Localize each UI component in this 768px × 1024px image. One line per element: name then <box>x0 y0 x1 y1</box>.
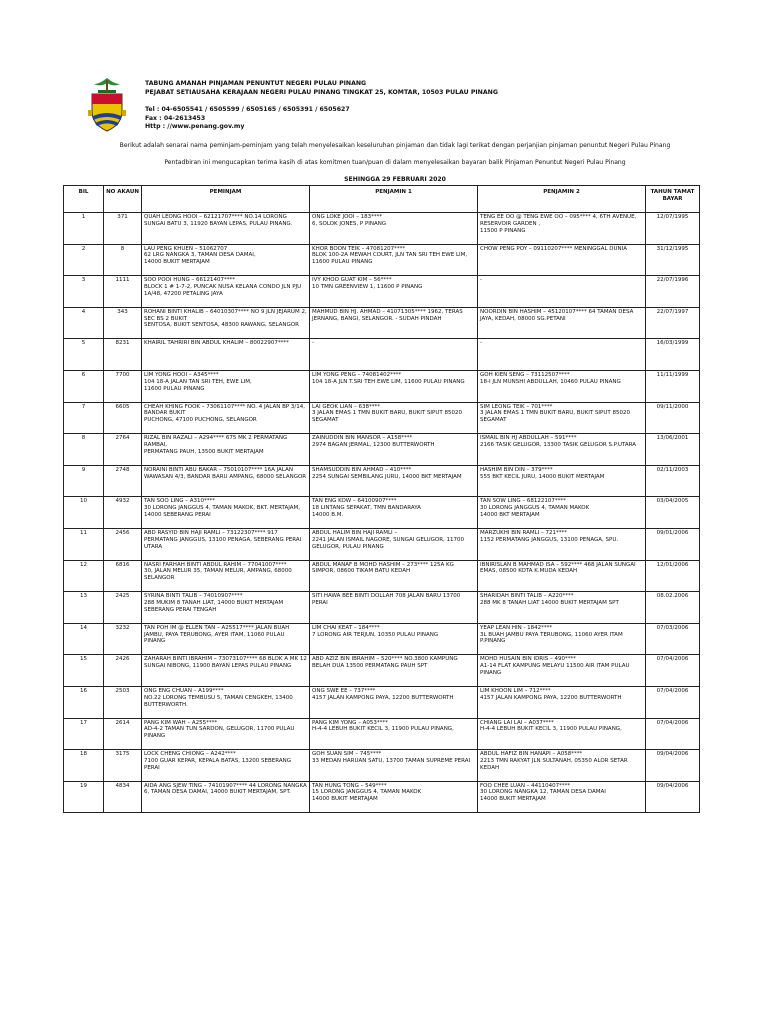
cell-penjamin-2 <box>478 560 646 592</box>
organisation-name: TABUNG AMANAH PINJAMAN PENUNTUT NEGERI PULAU PINANG <box>145 80 367 87</box>
cell-peminjam-text: RIZAL BIN RAZALI – A294**** 675 MK 2 PERMATANG RAMBAI, PERMATANG PAUH, 13500 BUKIT MERTAJAM <box>144 435 288 455</box>
cell-bil-text: 12 <box>80 561 87 568</box>
cell-penjamin-2-text: SHARIDAH BINTI TALIB – A220**** 288 MK 8 TANAH LIAT 14000 BUKIT MERTAJAM SPT <box>480 593 619 606</box>
cell-penjamin-1-text: SITI HAWA BEE BINTI DOLLAH 708 JALAN BARU 13700 PERAI <box>312 593 461 606</box>
cell-no-akaun-text: 2426 <box>115 656 130 663</box>
cell-peminjam <box>142 560 310 592</box>
cell-no-akaun-text: 343 <box>117 308 128 315</box>
fax: Fax : 04-2613453 <box>145 114 206 122</box>
cell-peminjam <box>142 592 310 624</box>
letterhead <box>145 80 705 132</box>
cell-penjamin-1-text: LIM CHAI KEAT – 184**** 7 LORONG AIR TERJUN, 10350 PULAU PINANG <box>312 624 439 638</box>
cell-no-akaun <box>104 750 142 782</box>
cell-penjamin-2 <box>478 655 646 687</box>
cell-no-akaun <box>104 213 142 245</box>
cell-penjamin-2-text: SIM LEONG TEIK – 701**** 3 JALAN EMAS 1 TMN BUKIT BARU, BUKIT SIPUT 85020 SEGAMAT <box>480 403 630 424</box>
cell-tahun-tamat-bayar-text: 22/07/1996 <box>656 277 689 284</box>
cell-no-akaun-text: 7700 <box>115 371 130 378</box>
cell-penjamin-2-text: FOO CHEE LUAN – 44110407**** 30 LORONG NANGKA 12, TAMAN DESA DAMAI 14000 BUKIT MERTAJAM <box>480 782 606 803</box>
cell-peminjam <box>142 686 310 718</box>
cell-tahun-tamat-bayar <box>646 370 700 402</box>
cell-penjamin-1-text: ABD AZIZ BIN IBRAHIM – 520**** NO.3800 KAMPUNG BELAH DUA 13500 PERMATANG PAUH SPT <box>312 656 458 670</box>
cell-peminjam <box>142 307 310 339</box>
cell-tahun-tamat-bayar <box>646 623 700 655</box>
cell-penjamin-1 <box>310 592 478 624</box>
cell-penjamin-2 <box>478 213 646 245</box>
cell-bil-text: 15 <box>80 656 87 663</box>
cell-penjamin-2-text: NOORDIN BIN HASHIM – 45120107**** 64 TAMAN DESA JAYA, KEDAH, 08000 SG.PETANI <box>480 308 634 322</box>
table-header-row <box>64 186 700 213</box>
cell-penjamin-1 <box>310 497 478 529</box>
cell-bil-text: 1 <box>81 214 86 220</box>
cell-bil-text: 8 <box>81 435 86 442</box>
cell-tahun-tamat-bayar <box>646 276 700 308</box>
cell-no-akaun <box>104 718 142 750</box>
cell-tahun-tamat-bayar-text: 07/04/2006 <box>656 719 689 726</box>
cell-penjamin-2-text: MARZUKHI BIN RAMLI – 721**** 1152 PERMATANG JANGGUS, 13100 PENAGA, SPU. <box>480 529 619 543</box>
cell-tahun-tamat-bayar-text: 09/04/2006 <box>656 751 689 758</box>
cell-tahun-tamat-bayar <box>646 339 700 371</box>
cell-peminjam <box>142 244 310 276</box>
cell-bil <box>64 623 104 655</box>
cell-bil-text: 9 <box>81 466 86 473</box>
cell-peminjam <box>142 465 310 497</box>
cell-bil-text: 5 <box>81 340 86 347</box>
cell-penjamin-1-text: IVY KHOO GUAT KIM – 56**** 10 TMN GREENVIEW 1, 11600 P PINANG <box>312 277 423 290</box>
cell-penjamin-2 <box>478 686 646 718</box>
cell-no-akaun <box>104 623 142 655</box>
cell-penjamin-2 <box>478 402 646 434</box>
cell-penjamin-2 <box>478 339 646 371</box>
table-row <box>64 244 700 276</box>
cell-penjamin-2 <box>478 497 646 529</box>
cell-no-akaun <box>104 402 142 434</box>
cell-penjamin-2 <box>478 307 646 339</box>
cell-no-akaun-text: 3232 <box>115 624 130 631</box>
cell-tahun-tamat-bayar-text: 03/04/2005 <box>656 498 689 505</box>
cell-no-akaun-text: 8231 <box>115 340 130 347</box>
cell-penjamin-2-text: HASHIM BIN DIN – 379**** 555 BKT KECIL JURU, 14000 BUKIT MERTAJAM <box>480 466 605 480</box>
cell-bil <box>64 339 104 371</box>
cell-penjamin-1 <box>310 655 478 687</box>
cell-tahun-tamat-bayar <box>646 781 700 813</box>
cell-penjamin-2 <box>478 528 646 560</box>
cell-no-akaun <box>104 434 142 466</box>
cell-peminjam-text: LOCK CHENG CHIONG – A242**** 7100 GUAR KEPAR, KEPALA BATAS, 13200 SEBERANG PERAI <box>144 751 291 771</box>
cell-tahun-tamat-bayar-text: 31/12/1995 <box>656 245 689 252</box>
cell-no-akaun-text: 6605 <box>115 403 130 410</box>
cell-tahun-tamat-bayar-text: 07/03/2006 <box>656 624 689 631</box>
cell-penjamin-1-text: TAN ENG KOW – 64100907**** 18 LINTANG SEPAKAT, TMN BANDARAYA 14000 B.M. <box>312 498 421 518</box>
cell-bil <box>64 781 104 813</box>
cell-peminjam <box>142 655 310 687</box>
cell-peminjam-text: AIDA ANG SJEW TING – 74101907**** 44 LORONG NANGKA 6, TAMAN DESA DAMAI, 14000 BUKIT MERTAJAM, SPT. <box>144 782 307 796</box>
cell-peminjam-text: TAN SOO LING – A310**** 30 LORONG JANGGUS 4, TAMAN MAKOK, BKT. MERTAJAM, 14000 SEBERANG PERAI <box>144 498 300 518</box>
cell-tahun-tamat-bayar <box>646 497 700 529</box>
cell-bil <box>64 402 104 434</box>
cell-penjamin-1 <box>310 244 478 276</box>
cell-no-akaun <box>104 560 142 592</box>
cell-bil-text: 7 <box>81 403 86 410</box>
cell-no-akaun-text: 2456 <box>115 529 130 536</box>
cell-peminjam <box>142 213 310 245</box>
cell-peminjam <box>142 339 310 371</box>
cell-penjamin-1 <box>310 339 478 371</box>
cell-penjamin-2-text: ABDUL HAFIZ BIN HANAPI – A058**** 2213 TMN RAKYAT JLN SULTANAH, 05350 ALOR SETAR KEDAH <box>480 751 628 771</box>
cell-penjamin-2-text: MOHD HUSAIN BIN IDRIS – 490**** A1-14 FLAT KAMPUNG MELAYU 11500 AIR ITAM PULAU PINANG <box>480 656 630 676</box>
borrower-table <box>63 185 700 813</box>
cell-penjamin-1 <box>310 686 478 718</box>
cell-no-akaun-text: 4834 <box>115 782 130 789</box>
cell-peminjam-text: ABD RASYID BIN HAJI RAMLI – 73122307**** 917 PERMATANG JANGGUS, 13100 PENAGA, SEBERANG PERAI UTARA <box>144 529 302 550</box>
cell-bil <box>64 276 104 308</box>
cell-no-akaun-text: 2748 <box>115 466 130 473</box>
cell-peminjam-text: KHAIRIL TAHRIRI BIN ABDUL KHALIM – 80022907**** <box>144 340 289 347</box>
cell-peminjam-text: NASRI FARHAH BINTI ABDUL RAHIM – 77041007**** 30, JALAN MELUR 35, TAMAN MELUR, AMPANG, 68000 SELANGOR <box>144 561 292 582</box>
cell-tahun-tamat-bayar-text: 08.02.2006 <box>656 593 689 600</box>
col-header-no-akaun: NO AKAUN <box>104 186 142 213</box>
cell-bil <box>64 592 104 624</box>
cell-penjamin-2 <box>478 750 646 782</box>
cell-no-akaun <box>104 781 142 813</box>
penang-crest-icon <box>84 76 130 134</box>
cell-no-akaun <box>104 244 142 276</box>
table-row <box>64 307 700 339</box>
cell-penjamin-2 <box>478 592 646 624</box>
cell-peminjam-text: SOO POOI HUNG – 66121407**** BLOCK 1 # 1-7-2, PUNCAK NUSA KELANA CONDO JLN PJU 1A/48, 47200 PETALING JAYA <box>144 277 302 297</box>
table-row <box>64 718 700 750</box>
cell-penjamin-1-text: ABDUL HALIM BIN HAJI RAMLI – 2241 JALAN ISMAIL NAGORE, SUNGAI GELUGOR, 11700 GELUGOR, PULAU PINANG <box>312 529 465 550</box>
cell-penjamin-2 <box>478 370 646 402</box>
telephone: Tel : 04-6505541 / 6505599 / 6505165 / 6505391 / 6505627 <box>145 106 350 114</box>
cell-tahun-tamat-bayar <box>646 213 700 245</box>
cell-penjamin-1-text: TAN HUNG TONG – 549**** 15 LORONG JANGGUS 4, TAMAN MAKOK 14000 BUKIT MERTAJAM <box>312 782 422 803</box>
cell-penjamin-2-text: - <box>480 277 482 284</box>
cell-penjamin-1-text: ABDUL MANAF B MOHD HASHIM – 273**** 125A KG SIMPOR, 08600 TIKAM BATU KEDAH <box>312 561 454 575</box>
cell-no-akaun-text: 4932 <box>115 498 130 505</box>
cell-peminjam-text: QUAH LEONG HOOI – 62121707**** NO.14 LORONG SUNGAI BATU 3, 11920 BAYAN LEPAS, PULAU PINANG. <box>144 214 293 227</box>
cell-tahun-tamat-bayar <box>646 592 700 624</box>
cell-no-akaun-text: 1111 <box>115 277 130 284</box>
cell-peminjam <box>142 781 310 813</box>
website: Http : //www.penang.gov.my <box>145 123 245 131</box>
cell-tahun-tamat-bayar <box>646 686 700 718</box>
cell-penjamin-2-text: - <box>480 340 482 347</box>
cell-peminjam-text: SYRINA BINTI TALIB – 74010907**** 288 MUKIM 8 TANAH LIAT, 14000 BUKIT MERTAJAM SEBERANG PERAI TENGAH <box>144 593 284 613</box>
cell-tahun-tamat-bayar <box>646 655 700 687</box>
cell-bil <box>64 655 104 687</box>
cell-bil <box>64 718 104 750</box>
cell-penjamin-1-text: KHOR BOON TEIK – 47081207**** BLOK 100-2A MEWAH COURT, JLN TAN SRI TEH EWE LIM, 11600 PULAU PINANG <box>312 245 468 266</box>
cell-peminjam-text: TAN POH IM @ ELLEN TAN – A25517**** JALAN BUAH JAMBU, PAYA TERUBONG, AYER ITAM, 11060 PULAU PINANG <box>144 624 290 645</box>
cell-no-akaun <box>104 339 142 371</box>
table-row <box>64 623 700 655</box>
cell-bil-text: 11 <box>80 529 87 536</box>
cell-no-akaun <box>104 686 142 718</box>
cell-penjamin-2-text: CHOW PENG POY – 09110207**** MENINGGAL DUNIA <box>480 245 628 252</box>
cell-tahun-tamat-bayar-text: 09/11/2000 <box>656 403 689 410</box>
cell-penjamin-1-text: ONG LOKE JOOI – 183**** 6, SOLOK JONES, P PINANG <box>312 214 387 227</box>
cell-penjamin-1-text: PANG KIM YONG – A053**** H-4-4 LEBUH BUKIT KECIL 3, 11900 PULAU PINANG, <box>312 719 454 733</box>
cell-peminjam <box>142 750 310 782</box>
col-header-bil: BIL <box>64 186 104 213</box>
cell-no-akaun <box>104 592 142 624</box>
cell-bil-text: 17 <box>80 719 87 726</box>
table-row <box>64 497 700 529</box>
cell-penjamin-1-text: SHAMSUDDIN BIN AHMAD – 410**** 2254 SUNGAI SEMBILANG JURU, 14000 BKT MERTAJAM <box>312 466 462 480</box>
col-header-peminjam: PEMINJAM <box>142 186 310 213</box>
table-row <box>64 339 700 371</box>
cell-penjamin-2-text: CHIANG LAI LAI – A037**** H-4-4 LEBUH BUKIT KECIL 3, 11900 PULAU PINANG, <box>480 719 622 733</box>
cell-penjamin-1 <box>310 276 478 308</box>
cell-peminjam-text: LIM YONG HOOI – A345**** 104 18-A JALAN TAN SRI TEH, EWE LIM, 11600 PULAU PINANG <box>144 371 252 392</box>
cell-bil-text: 19 <box>80 782 87 789</box>
cell-no-akaun-text: 2425 <box>115 593 130 600</box>
cell-peminjam-text: ROHANI BINTI KHALIB – 64010307**** NO 9 JLN JEJARUM 2, SEC BS 2 BUKIT SENTOSA, BUKIT SENTOSA, 48300 RAWANG, SELANGOR <box>144 308 307 329</box>
cell-penjamin-2 <box>478 623 646 655</box>
table-row <box>64 370 700 402</box>
cell-bil <box>64 244 104 276</box>
table-row <box>64 750 700 782</box>
cell-peminjam <box>142 434 310 466</box>
cell-bil <box>64 686 104 718</box>
cell-penjamin-2 <box>478 465 646 497</box>
cell-penjamin-1-text: MAHMUD BIN HJ. AHMAD – 41071305**** 1962, TERAS JERNANG, BANGI, SELANGOR. - SUDAH PINDAH <box>312 308 463 322</box>
cell-tahun-tamat-bayar-text: 16/03/1999 <box>656 340 689 347</box>
cell-tahun-tamat-bayar <box>646 718 700 750</box>
cell-penjamin-2-text: GOH KIEN SENG – 73112507**** 18-I JLN MUNSHI ABDULLAH, 10460 PULAU PINANG <box>480 371 621 385</box>
cell-no-akaun-text: 3175 <box>115 751 130 758</box>
cell-bil-text: 10 <box>80 498 87 505</box>
col-header-tahun-tamat-bayar: TAHUN TAMAT BAYAR <box>646 186 700 213</box>
cell-tahun-tamat-bayar-text: 07/04/2006 <box>656 687 689 694</box>
cell-no-akaun-text: 2614 <box>115 719 130 726</box>
cell-bil <box>64 465 104 497</box>
cell-penjamin-2-text: ISMAIL BIN HJ ABDULLAH – 591**** 2166 TASIK GELUGOR, 13300 TASIK GELUGOR S.P.UTARA <box>480 435 637 448</box>
cell-tahun-tamat-bayar-text: 09/04/2006 <box>656 782 689 789</box>
cell-penjamin-2 <box>478 781 646 813</box>
cell-penjamin-1-text: LIM YONG PENG – 74081402**** 104 18-A JLN T.SRI TEH EWE LIM, 11600 PULAU PINANG <box>312 371 465 385</box>
cell-penjamin-2 <box>478 718 646 750</box>
cell-no-akaun-text: 8 <box>120 245 125 252</box>
cell-bil-text: 13 <box>80 593 87 600</box>
col-header-penjamin-1: PENJAMIN 1 <box>310 186 478 213</box>
cell-penjamin-1 <box>310 465 478 497</box>
table-row <box>64 213 700 245</box>
cell-penjamin-2 <box>478 434 646 466</box>
cell-bil-text: 16 <box>80 687 87 694</box>
cell-bil <box>64 434 104 466</box>
cell-tahun-tamat-bayar-text: 22/07/1997 <box>656 308 689 315</box>
cell-peminjam-text: NORAINI BINTI ABU BAKAR – 75010107**** 16A JALAN WAWASAN 4/3, BANDAR BARU AMPANG, 68000 SELANGOR <box>144 466 307 480</box>
cell-tahun-tamat-bayar-text: 11/11/1999 <box>656 371 689 378</box>
cell-tahun-tamat-bayar <box>646 307 700 339</box>
cell-penjamin-2 <box>478 244 646 276</box>
cell-tahun-tamat-bayar <box>646 402 700 434</box>
cell-penjamin-2 <box>478 276 646 308</box>
cell-no-akaun <box>104 655 142 687</box>
cell-peminjam <box>142 718 310 750</box>
cell-peminjam <box>142 402 310 434</box>
cell-tahun-tamat-bayar-text: 02/11/2003 <box>656 466 689 473</box>
cell-penjamin-1 <box>310 213 478 245</box>
cell-no-akaun <box>104 497 142 529</box>
cell-bil <box>64 213 104 245</box>
cell-peminjam <box>142 497 310 529</box>
cell-no-akaun <box>104 307 142 339</box>
cell-tahun-tamat-bayar <box>646 528 700 560</box>
cell-penjamin-1-text: ZAINUDDIN BIN MANSOR – A158**** 2974 BAGAN JERMAL, 12300 BUTTERWORTH <box>312 435 435 448</box>
cell-tahun-tamat-bayar <box>646 244 700 276</box>
cell-tahun-tamat-bayar <box>646 434 700 466</box>
cell-penjamin-1-text: LAI GEOK LIAN – 638**** 3 JALAN EMAS 1 TMN BUKIT BARU, BUKIT SIPUT 85020 SEGAMAT <box>312 403 462 424</box>
cell-penjamin-2-text: TAN SOW LING – 68122107**** 30 LORONG JANGGUS 4, TAMAN MAKOK 14000 BKT MERTAJAM <box>480 498 590 518</box>
table-row <box>64 276 700 308</box>
cell-peminjam <box>142 276 310 308</box>
cell-peminjam <box>142 528 310 560</box>
cell-tahun-tamat-bayar-text: 13/06/2001 <box>656 435 689 442</box>
cell-bil <box>64 497 104 529</box>
cell-penjamin-1 <box>310 750 478 782</box>
cell-tahun-tamat-bayar <box>646 560 700 592</box>
cell-penjamin-1 <box>310 560 478 592</box>
cell-penjamin-1 <box>310 781 478 813</box>
table-row <box>64 560 700 592</box>
intro-paragraph-2: Pentadbiran ini mengucapkan terima kasih di atas komitmen tuan/puan di dalam menyelesaikan bayaran balik Pinjaman Penuntut Negeri Pulau Pinang <box>164 159 626 166</box>
cell-bil <box>64 750 104 782</box>
cell-tahun-tamat-bayar <box>646 465 700 497</box>
cell-penjamin-2-text: TENG EE OO @ TENG EWE OO – 095**** 4, 6TH AVENUE, RESERVOIR GARDEN , 11500 P PINANG <box>480 214 637 234</box>
cell-tahun-tamat-bayar-text: 07/04/2006 <box>656 656 689 663</box>
cell-bil-text: 14 <box>80 624 87 631</box>
cell-bil <box>64 307 104 339</box>
cell-tahun-tamat-bayar <box>646 750 700 782</box>
cell-penjamin-1 <box>310 434 478 466</box>
table-row <box>64 655 700 687</box>
table-row <box>64 402 700 434</box>
cell-penjamin-1-text: ONG SWE EE – 737**** 4157 JALAN KAMPONG PAYA, 12200 BUTTERWORTH <box>312 687 454 701</box>
as-of-date: SEHINGGA 29 FEBRUARI 2020 <box>344 176 446 183</box>
cell-no-akaun <box>104 370 142 402</box>
col-header-penjamin-2: PENJAMIN 2 <box>478 186 646 213</box>
table-row <box>64 465 700 497</box>
cell-penjamin-1 <box>310 623 478 655</box>
cell-penjamin-1 <box>310 370 478 402</box>
cell-no-akaun-text: 6816 <box>115 561 130 568</box>
cell-bil-text: 2 <box>81 245 86 252</box>
cell-peminjam <box>142 623 310 655</box>
cell-tahun-tamat-bayar-text: 09/01/2006 <box>656 529 689 536</box>
cell-penjamin-2-text: YEAP LEAN HIN - 1842**** 3L BUAH JAMBU PAYA TERUBONG, 11060 AYER ITAM P.PINANG <box>480 624 623 645</box>
cell-penjamin-1-text: GOH SUAN SIM – 745**** 33 MEDAN HARUAN SATU, 13700 TAMAN SUPREME PERAI <box>312 751 471 764</box>
cell-no-akaun-text: 371 <box>117 214 128 220</box>
table-row <box>64 781 700 813</box>
cell-bil <box>64 560 104 592</box>
intro-paragraph-1: Berikut adalah senarai nama peminjam-peminjam yang telah menyelesaikan keseluruhan pinjaman dan tidak lagi terikat dengan perjanjian pinjaman penuntut Negeri Pulau Pinang <box>119 142 671 149</box>
cell-peminjam-text: LAU PENG KHUEN – 51062707 62 LRG NANGKA 3, TAMAN DESA DAMAI, 14000 BUKIT MERTAJAM <box>144 245 256 266</box>
cell-bil-text: 18 <box>80 751 87 758</box>
table-row <box>64 528 700 560</box>
cell-penjamin-1 <box>310 402 478 434</box>
cell-penjamin-2-text: IBNIRISLAN B MAHMAD ISA – 592**** 468 JALAN SUNGAI EMAS, 08500 KOTA K.MUDA KEDAH <box>480 561 636 575</box>
table-row <box>64 434 700 466</box>
cell-no-akaun <box>104 465 142 497</box>
cell-bil <box>64 528 104 560</box>
cell-bil-text: 4 <box>81 308 86 315</box>
cell-penjamin-1 <box>310 307 478 339</box>
cell-no-akaun <box>104 276 142 308</box>
cell-bil-text: 3 <box>81 277 86 284</box>
cell-penjamin-2-text: LIM KHOON LIM – 712**** 4157 JALAN KAMPONG PAYA, 12200 BUTTERWORTH <box>480 687 622 701</box>
cell-peminjam-text: CHEAH KHING FOOK – 73061107**** NO. 4 JALAN BP 3/14, BANDAR BUKIT PUCHONG, 47100 PUCHONG, SELANGOR <box>144 403 306 424</box>
cell-peminjam-text: ONG ENG CHUAN – A199**** NO.22 LORONG TEMBUSU 5, TAMAN CENGKEH, 13400 BUTTERWORTH. <box>144 687 293 708</box>
cell-no-akaun-text: 2503 <box>115 687 130 694</box>
cell-bil-text: 6 <box>81 371 86 378</box>
cell-peminjam-text: ZAHARAH BINTI IBRAHIM – 73073107**** 68 BLOK A MK 12 SUNGAI NIBONG, 11900 BAYAN LEPAS PULAU PINANG <box>144 656 307 670</box>
cell-no-akaun-text: 2764 <box>115 435 130 442</box>
organisation-address: PEJABAT SETIAUSAHA KERAJAAN NEGERI PULAU PINANG TINGKAT 25, KOMTAR, 10503 PULAU PINANG <box>145 88 498 96</box>
table-row <box>64 686 700 718</box>
cell-peminjam <box>142 370 310 402</box>
cell-penjamin-1 <box>310 528 478 560</box>
cell-tahun-tamat-bayar-text: 12/07/1995 <box>656 214 689 220</box>
cell-tahun-tamat-bayar-text: 12/01/2006 <box>656 561 689 568</box>
cell-penjamin-1 <box>310 718 478 750</box>
cell-peminjam-text: PANG KIM WAH – A255**** AD-4-2 TAMAN TUN SARDON, GELUGOR, 11700 PULAU PINANG <box>144 719 295 740</box>
table-body <box>64 213 700 813</box>
cell-no-akaun <box>104 528 142 560</box>
table-row <box>64 592 700 624</box>
cell-penjamin-1-text: - <box>312 340 314 347</box>
cell-bil <box>64 370 104 402</box>
